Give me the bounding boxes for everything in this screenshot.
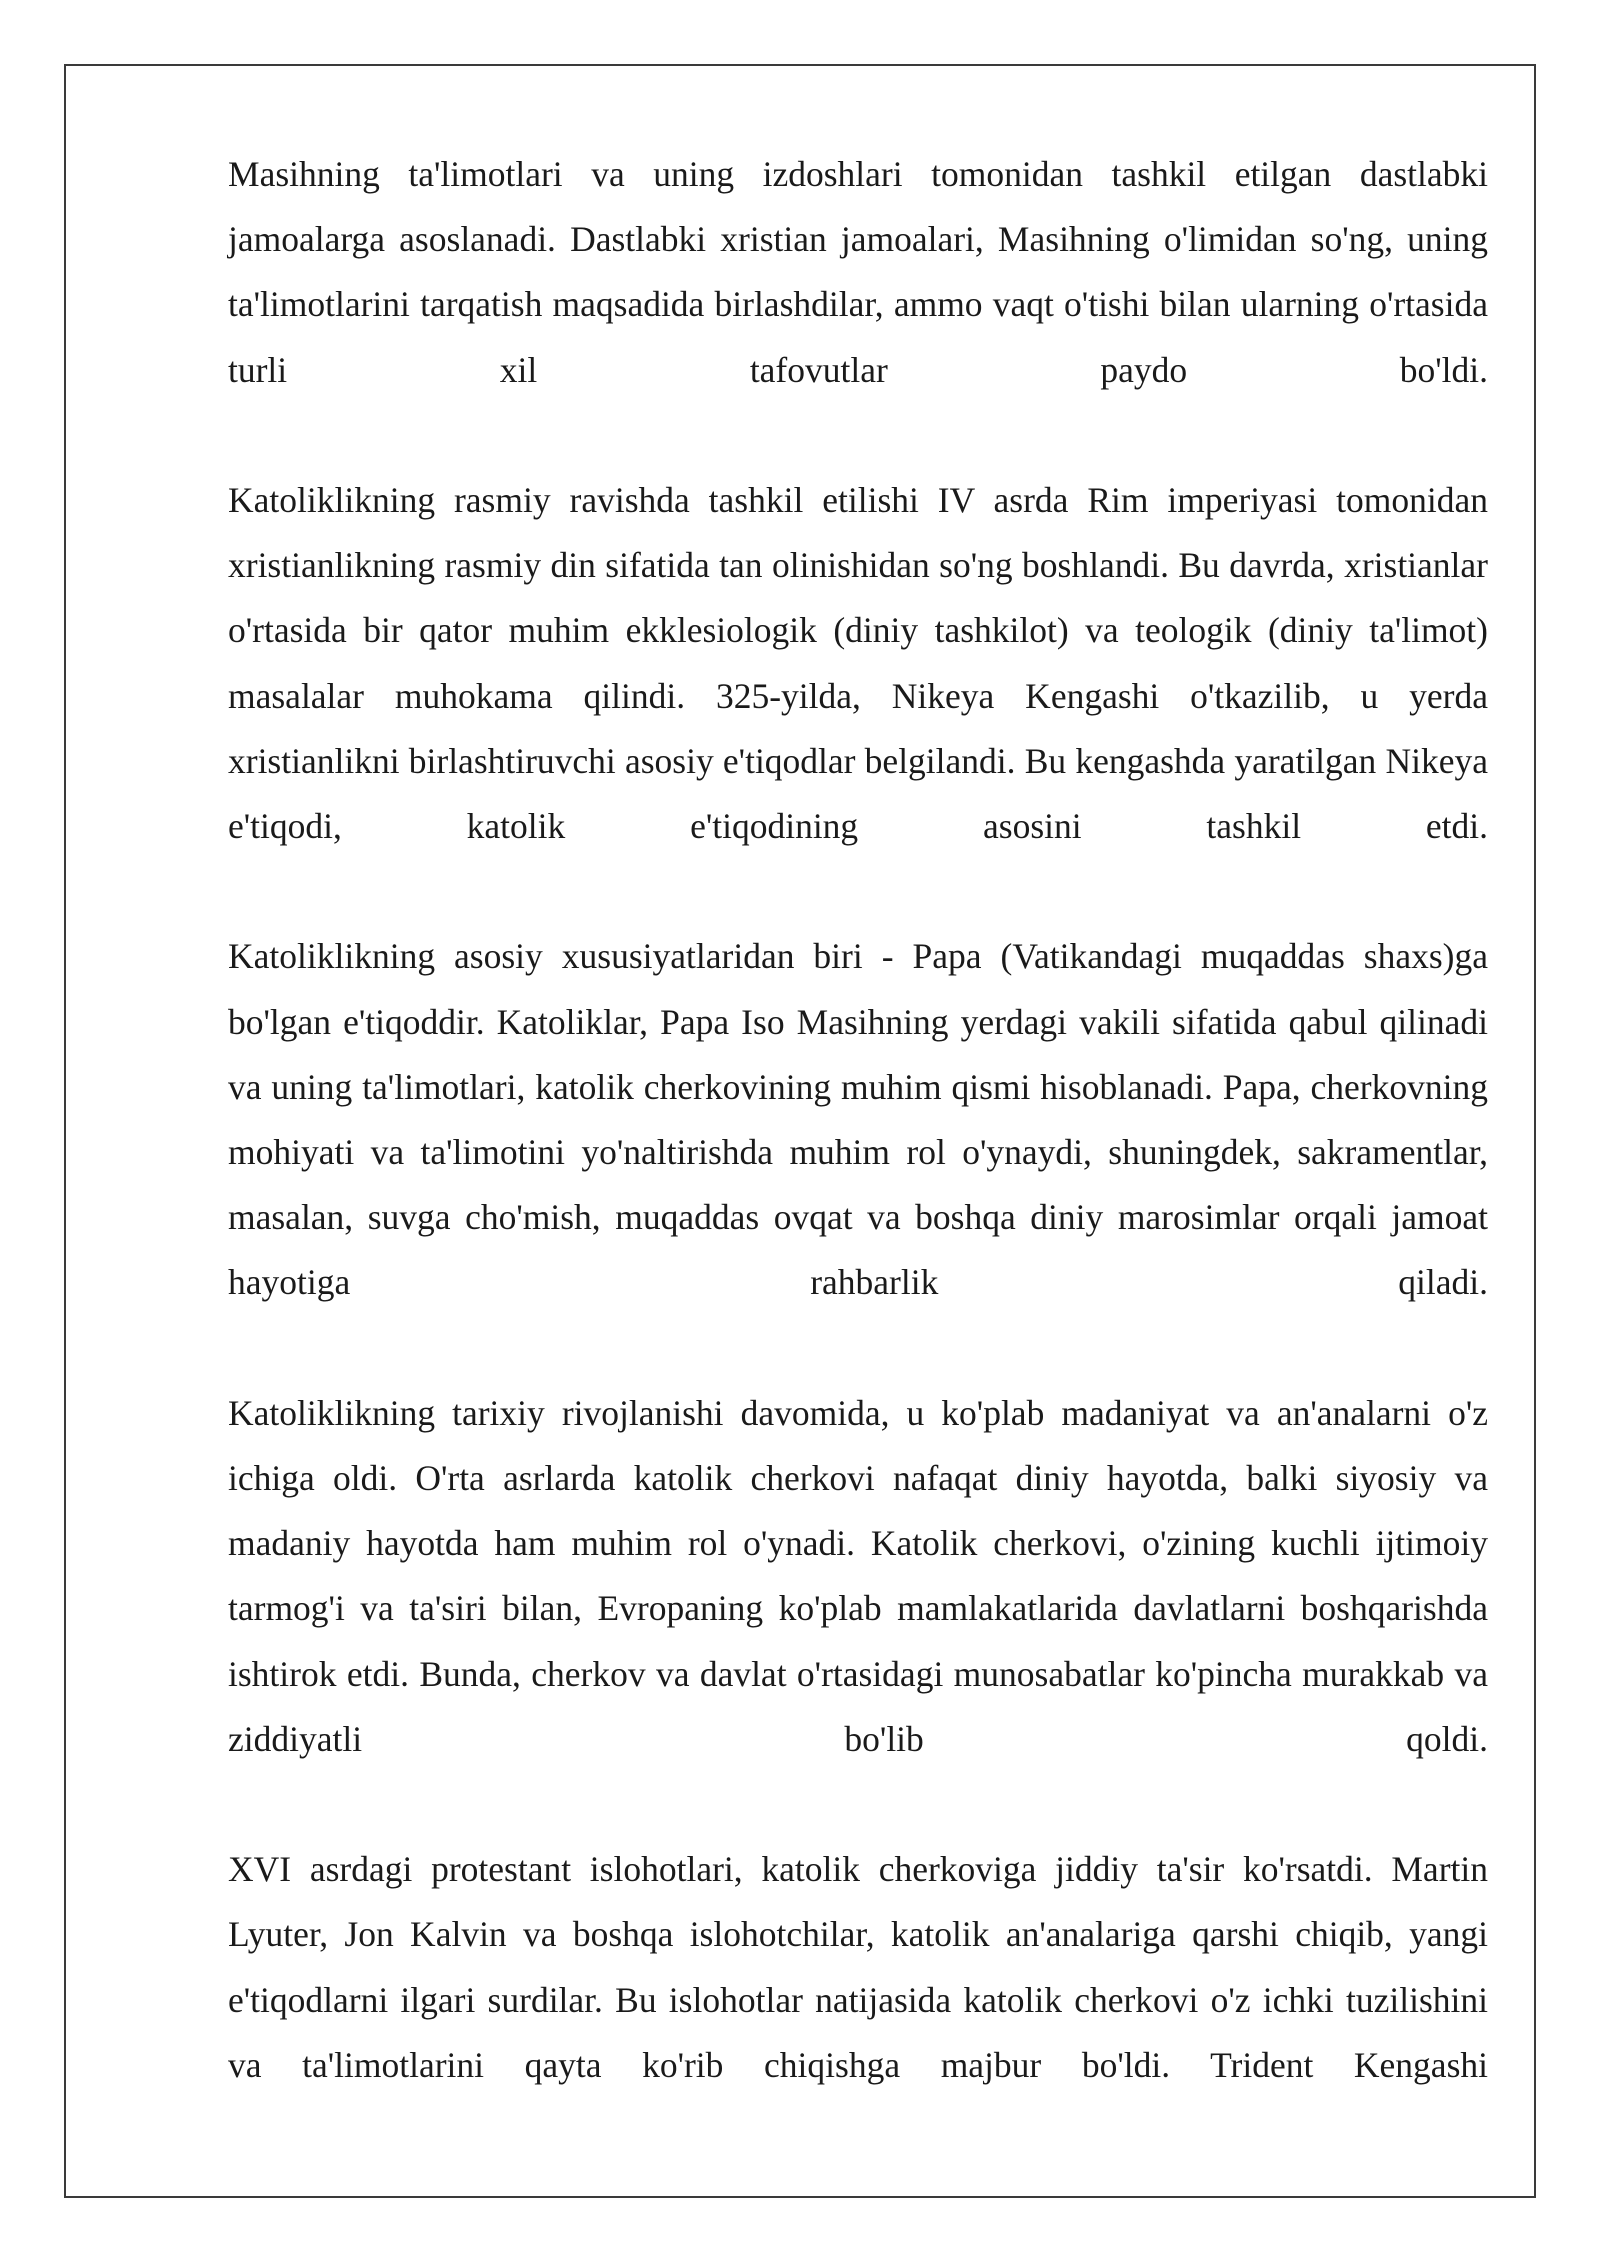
paragraph-3: Katoliklikning asosiy xususiyatlaridan biri - Papa (Vatikandagi muqaddas shaxs)ga bo'lgan e'tiqoddir. Katoliklar, Papa Iso Masihning yerdagi vakili sifatida qabul qilinadi va uning ta'limotlari, katolik cherkovining muhim qismi hisoblanadi. Papa, cherkovning mohiyati va ta'limotini yo'naltirishda muhim rol o'ynaydi, shuningdek, sakramentlar, masalan, suvga cho'mish, muqaddas ovqat va boshqa diniy marosimlar orqali jamoat hayotiga rahbarlik qiladi. <box>228 936 1488 1303</box>
paragraph-5: XVI asrdagi protestant islohotlari, katolik cherkoviga jiddiy ta'sir ko'rsatdi. Martin Lyuter, Jon Kalvin va boshqa islohotchilar, katolik an'analariga qarshi chiqib, yangi e'tiqodlarni ilgari surdilar. Bu islohotlar natijasida katolik cherkovi o'z ichki tuzilishini va ta'limotlarini qayta ko'rib chiqishga majbur bo'ldi. Trident Kengashi <box>228 1849 1488 2085</box>
paragraph-4: Katoliklikning tarixiy rivojlanishi davomida, u ko'plab madaniyat va an'analarni o'z ichiga oldi. O'rta asrlarda katolik cherkovi nafaqat diniy hayotda, balki siyosiy va madaniy hayotda ham muhim rol o'ynadi. Katolik cherkovi, o'zining kuchli ijtimoiy tarmog'i va ta'siri bilan, Evropaning ko'plab mamlakatlarida davlatlarni boshqarishda ishtirok etdi. Bunda, cherkov va davlat o'rtasidagi munosabatlar ko'pincha murakkab va ziddiyatli bo'lib qoldi. <box>228 1392 1488 1759</box>
document-body <box>228 142 1488 2098</box>
paragraph-2: Katoliklikning rasmiy ravishda tashkil etilishi IV asrda Rim imperiyasi tomonidan xristianlikning rasmiy din sifatida tan olinishidan so'ng boshlandi. Bu davrda, xristianlar o'rtasida bir qator muhim ekklesiologik (diniy tashkilot) va teologik (diniy ta'limot) masalalar muhokama qilindi. 325-yilda, Nikeya Kengashi o'tkazilib, u yerda xristianlikni birlashtiruvchi asosiy e'tiqodlar belgilandi. Bu kengashda yaratilgan Nikeya e'tiqodi, katolik e'tiqodining asosini tashkil etdi. <box>228 480 1488 847</box>
paragraph-1: Masihning ta'limotlari va uning izdoshlari tomonidan tashkil etilgan dastlabki jamoalarga asoslanadi. Dastlabki xristian jamoalari, Masihning o'limidan so'ng, uning ta'limotlarini tarqatish maqsadida birlashdilar, ammo vaqt o'tishi bilan ularning o'rtasida turli xil tafovutlar paydo bo'ldi. <box>228 154 1488 390</box>
